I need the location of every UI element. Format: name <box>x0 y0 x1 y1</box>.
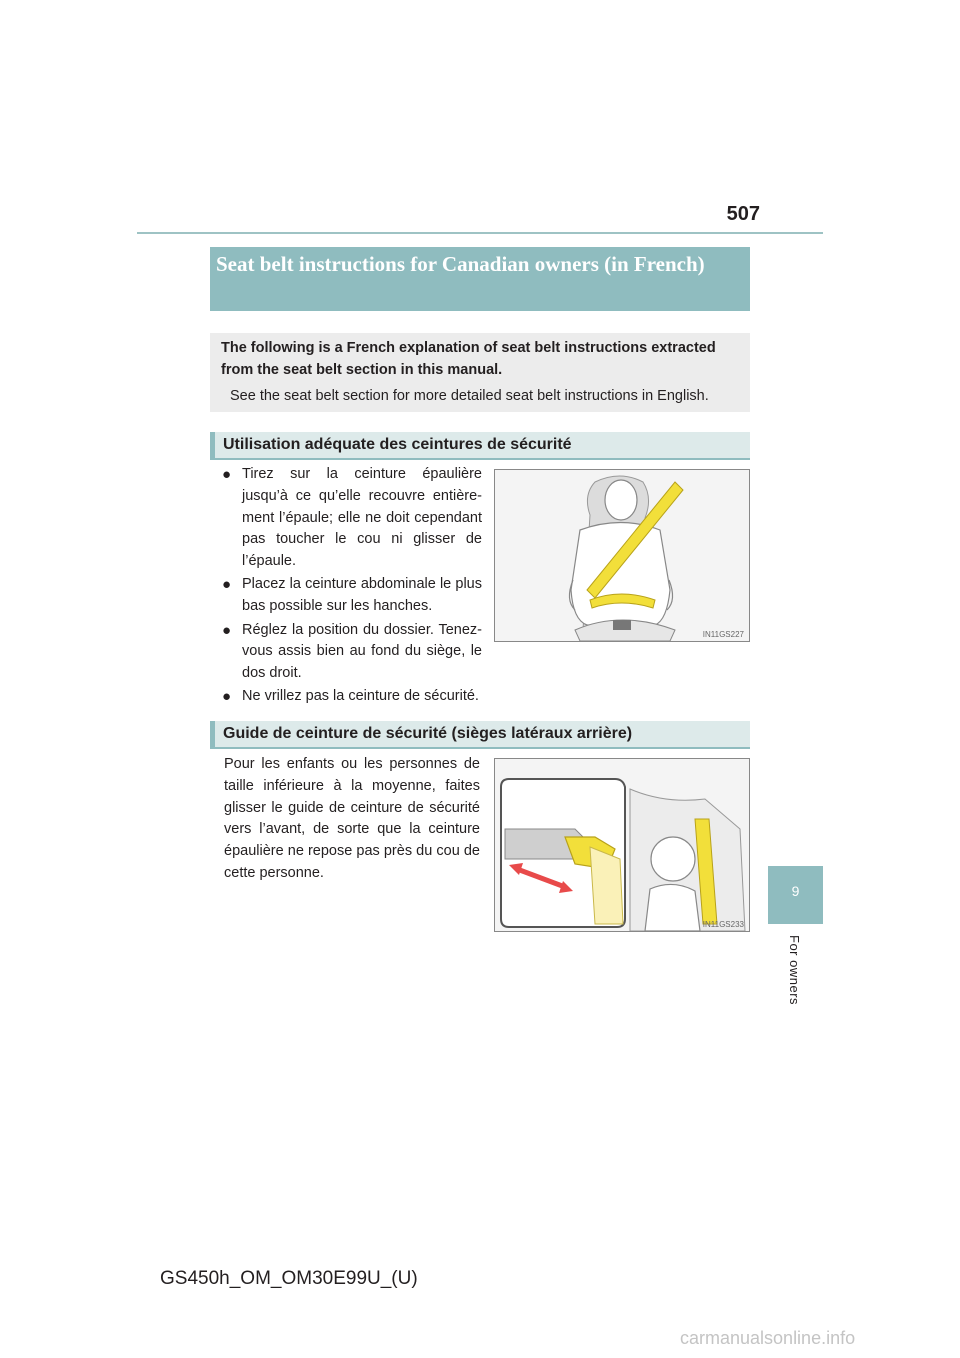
figure-code: IN11GS233 <box>702 920 744 929</box>
guide-paragraph: Pour les enfants ou les personnes de taille inférieure à la moyenne, faites glisser le guide de ceinture de sécurité vers l’avant, de sorte que la ceinture épaulière ne repose pas près du cou de cette personne. <box>224 756 480 881</box>
bullet-text: Placez la ceinture abdominale le plus bas possible sur les hanches. <box>242 576 482 615</box>
list-item <box>222 464 482 573</box>
bullet-icon: ● <box>222 466 232 483</box>
chapter-label: For owners <box>787 935 802 1006</box>
figure-code: IN11GS227 <box>702 630 744 639</box>
guide-heading: Guide de ceinture de sécurité (sièges latéraux arrière) <box>210 721 750 749</box>
list-item <box>222 686 504 708</box>
watermark: carmanualsonline.info <box>680 1328 856 1348</box>
list-item <box>222 574 482 618</box>
list-item <box>222 620 482 685</box>
intro-box <box>210 333 750 412</box>
chapter-tab: 9 <box>768 866 823 924</box>
page-number: 507 <box>726 203 760 225</box>
intro-note-text: See the seat belt section for more detailed seat belt instructions in English. <box>230 388 709 404</box>
intro-bold-text: The following is a French explanation of seat belt instructions extracted from the seat belt section in this manual. <box>221 340 716 378</box>
bullet-text: Tirez sur la ceinture épaulière jusqu’à ce qu’elle recouvre entière-ment l’épaule; elle ne doit cependant pas toucher le cou ni glisser de l’épaule. <box>242 466 482 570</box>
header-rule <box>137 232 823 234</box>
footer-code: GS450h_OM_OM30E99U_(U) <box>160 1268 418 1289</box>
bullet-icon: ● <box>222 688 232 706</box>
belt-guide-drawing <box>495 759 749 931</box>
seat-belt-wearing-illustration <box>494 469 750 642</box>
section-title: Seat belt instructions for Canadian owners (in French) <box>210 247 750 311</box>
usage-heading: Utilisation adéquate des ceintures de sécurité <box>210 432 750 460</box>
bullet-icon: ● <box>222 576 232 594</box>
bullet-icon: ● <box>222 621 232 639</box>
belt-guide-illustration <box>494 758 750 932</box>
usage-bullet-list <box>222 464 482 710</box>
seated-person-drawing <box>495 470 749 641</box>
bullet-text: Ne vrillez pas la ceinture de sécurité. <box>242 688 479 705</box>
bullet-text: Réglez la position du dossier. Tenez-vous assis bien au fond du siège, le dos droit. <box>242 621 482 682</box>
